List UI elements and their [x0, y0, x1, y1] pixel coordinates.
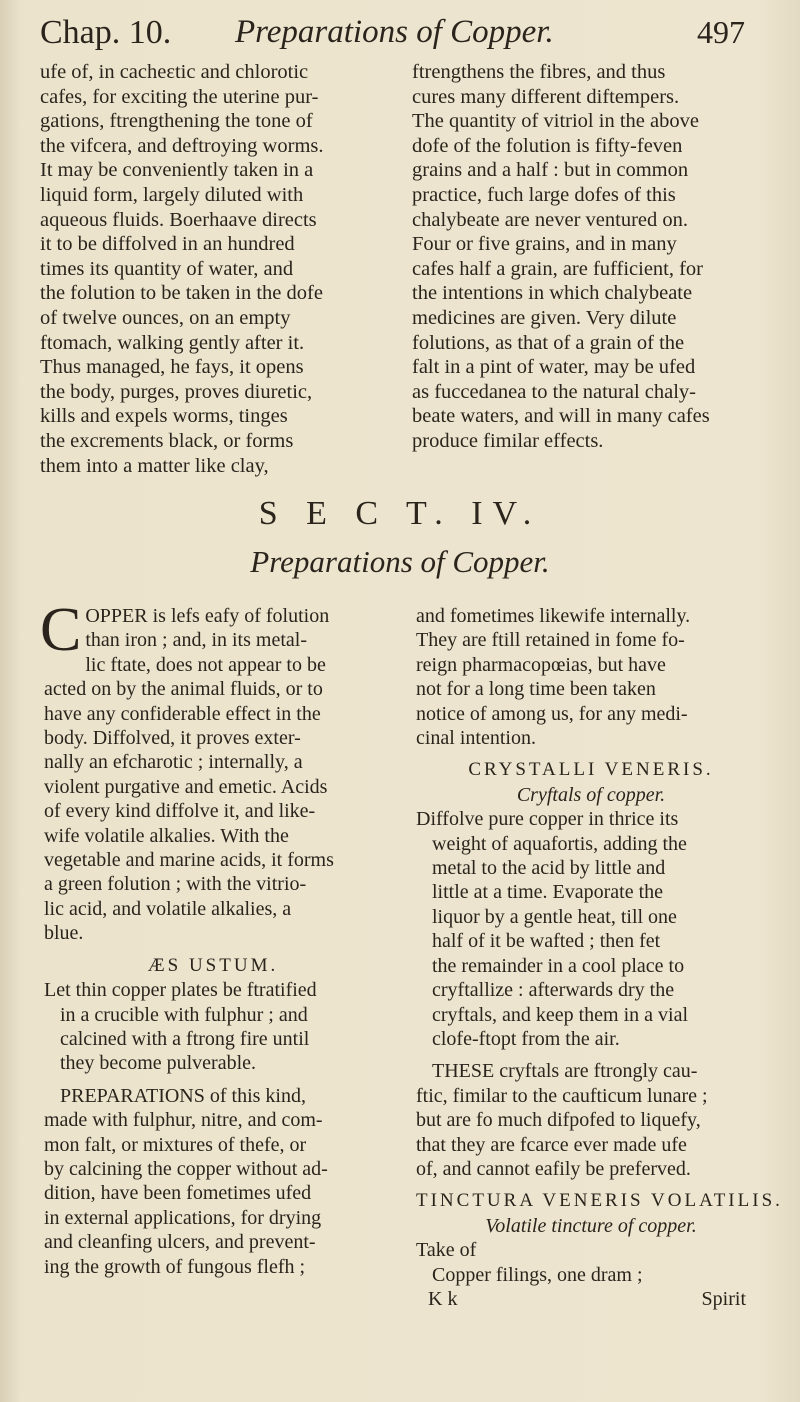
text-line: calcined with a ftrong fire until [60, 1027, 310, 1050]
text-line: not for a long time been taken [416, 678, 656, 701]
text-line: the body, purges, proves diuretic, [40, 380, 313, 403]
text-line: dofe of the folution is fifty-feven [412, 134, 683, 157]
text-line: folutions, as that of a grain of the [412, 331, 685, 354]
text-line: ing the growth of fungous flefh ; [44, 1255, 306, 1278]
text-line: have any confiderable effect in the [44, 702, 321, 725]
text-line: times its quantity of water, and [40, 257, 294, 280]
text-line: falt in a pint of water, may be ufed [412, 356, 696, 379]
text-line: PREPARATIONS of this kind, [60, 1084, 306, 1107]
text-line: produce fimilar effects. [412, 429, 604, 452]
drop-cap: C [40, 596, 82, 664]
text-line: a green folution ; with the vitrio- [44, 873, 307, 896]
text-line: practice, fuch large dofes of this [412, 183, 676, 206]
text-line: the folution to be taken in the dofe [40, 282, 323, 305]
section-heading: S E C T. IV. [258, 495, 542, 532]
text-line: liquor by a gentle heat, till one [432, 905, 677, 928]
text-line: of, and cannot eafily be preferved. [416, 1157, 691, 1180]
text-line: of twelve ounces, on an empty [40, 306, 291, 329]
top-right-column [412, 60, 762, 454]
text-line: gations, ftrengthening the tone of [40, 110, 313, 133]
text-line: and cleanfing ulcers, and prevent- [44, 1231, 316, 1254]
text-line: half of it be wafted ; then fet [432, 930, 661, 953]
text-line: by calcining the copper without ad- [44, 1157, 328, 1180]
text-line: dition, have been fometimes ufed [44, 1182, 312, 1205]
text-line: Thus managed, he fays, it opens [40, 356, 304, 379]
text-line: ufe of, in cacheɛtic and chlorotic [40, 61, 309, 83]
text-line: Let thin copper plates be ftratified [44, 979, 317, 1002]
text-line: The quantity of vitriol in the above [412, 110, 699, 133]
text-line: the excrements black, or forms [40, 429, 294, 452]
text-line: ftomach, walking gently after it. [40, 331, 305, 354]
footer-line [416, 1287, 766, 1311]
text-line: of every kind diffolve it, and like- [44, 800, 316, 823]
text-line: and fometimes likewife internally. [416, 605, 691, 627]
page-number: 497 [697, 14, 745, 50]
text-line: notice of among us, for any medi- [416, 702, 688, 725]
top-left-column [40, 60, 386, 478]
text-line: lic ftate, does not appear to be [85, 653, 326, 676]
text-line: Diffolve pure copper in thrice its [416, 808, 679, 831]
text-line: the vifcera, and deftroying worms. [40, 134, 324, 157]
tinctura-veneris-subtitle: Volatile tincture of copper. [485, 1214, 697, 1237]
text-line: clofe-ftopt from the air. [432, 1027, 620, 1050]
text-line: acted on by the animal fluids, or to [44, 678, 323, 701]
text-line: in a crucible with fulphur ; and [60, 1003, 308, 1026]
text-line: They are ftill retained in fome fo- [416, 629, 685, 652]
text-line: nally an efcharotic ; internally, a [44, 751, 303, 774]
text-line: little at a time. Evaporate the [432, 881, 664, 904]
text-line: as fuccedanea to the natural chaly- [412, 380, 696, 403]
text-line: wife volatile alkalies. With the [44, 824, 289, 847]
crystalli-veneris-subtitle: Cryftals of copper. [516, 783, 666, 806]
text-line: lic acid, and volatile alkalies, a [44, 897, 292, 920]
text-line: Four or five grains, and in many [412, 233, 677, 256]
catchword: Spirit [701, 1287, 746, 1310]
aes-ustum-heading: ÆS USTUM. [147, 954, 279, 976]
text-line: cafes, for exciting the uterine pur- [40, 85, 319, 108]
text-line: reign pharmacopœias, but have [416, 653, 666, 676]
text-line: grains and a half : but in common [412, 159, 689, 182]
signature-mark: K k [428, 1287, 458, 1310]
text-line: in external applications, for drying [44, 1206, 322, 1229]
text-line: mon falt, or mixtures of thefe, or [44, 1133, 307, 1156]
text-line: cryftals, and keep them in a vial [432, 1003, 689, 1026]
text-line: body. Diffolved, it proves exter- [44, 727, 301, 750]
intro-paragraph [40, 596, 382, 946]
text-line: liquid form, largely diluted with [40, 183, 304, 206]
text-line: THESE cryftals are ftrongly cau- [432, 1060, 698, 1083]
text-line: ftic, fimilar to the caufticum lunare ; [416, 1084, 708, 1107]
text-line: aqueous fluids. Boerhaave directs [40, 208, 317, 231]
text-line: made with fulphur, nitre, and com- [44, 1109, 323, 1132]
text-line: than iron ; and, in its metal- [85, 629, 307, 652]
text-line: cryftallize : afterwards dry the [432, 979, 675, 1002]
text-line: beate waters, and will in many cafes [412, 405, 710, 428]
text-line: medicines are given. Very dilute [412, 306, 677, 329]
text-line: it to be diffolved in an hundred [40, 233, 295, 256]
text-line: but are fo much difpofed to liquefy, [416, 1109, 701, 1132]
text-line: cinal intention. [416, 727, 536, 750]
text-line: cures many different diftempers. [412, 85, 680, 108]
running-title: Preparations of Copper. [235, 14, 554, 50]
bottom-left-column [40, 596, 382, 1279]
text-line: OPPER is lefs eafy of folution [85, 605, 330, 627]
text-line: vegetable and marine acids, it forms [44, 849, 334, 872]
text-line: cafes half a grain, are fufficient, for [412, 257, 704, 280]
crystalli-veneris-heading: CRYSTALLI VENERIS. [468, 759, 714, 781]
text-line: they become pulverable. [60, 1052, 257, 1075]
text-line: weight of aquafortis, adding the [432, 832, 687, 855]
text-line: the intentions in which chalybeate [412, 282, 693, 305]
section-subtitle: Preparations of Copper. [250, 544, 550, 579]
tinctura-veneris-heading: TINCTURA VENERIS VOLATILIS. [416, 1190, 783, 1212]
text-line: blue. [44, 922, 84, 945]
running-header [40, 14, 745, 60]
text-line: chalybeate are never ventured on. [412, 208, 689, 231]
text-line: metal to the acid by little and [432, 857, 666, 880]
text-line: that they are fcarce ever made ufe [416, 1133, 687, 1156]
text-line: It may be conveniently taken in a [40, 159, 314, 182]
chapter-label: Chap. 10. [40, 14, 172, 51]
bottom-right-column [416, 604, 783, 1311]
take-of-line: Take of [416, 1239, 477, 1262]
text-line: them into a matter like clay, [40, 454, 269, 477]
ingredient-line: Copper filings, one dram ; [432, 1263, 643, 1286]
text-line: the remainder in a cool place to [432, 954, 685, 977]
text-line: kills and expels worms, tinges [40, 405, 288, 428]
text-line: violent purgative and emetic. Acids [44, 775, 328, 798]
text-line: ftrengthens the fibres, and thus [412, 61, 666, 83]
